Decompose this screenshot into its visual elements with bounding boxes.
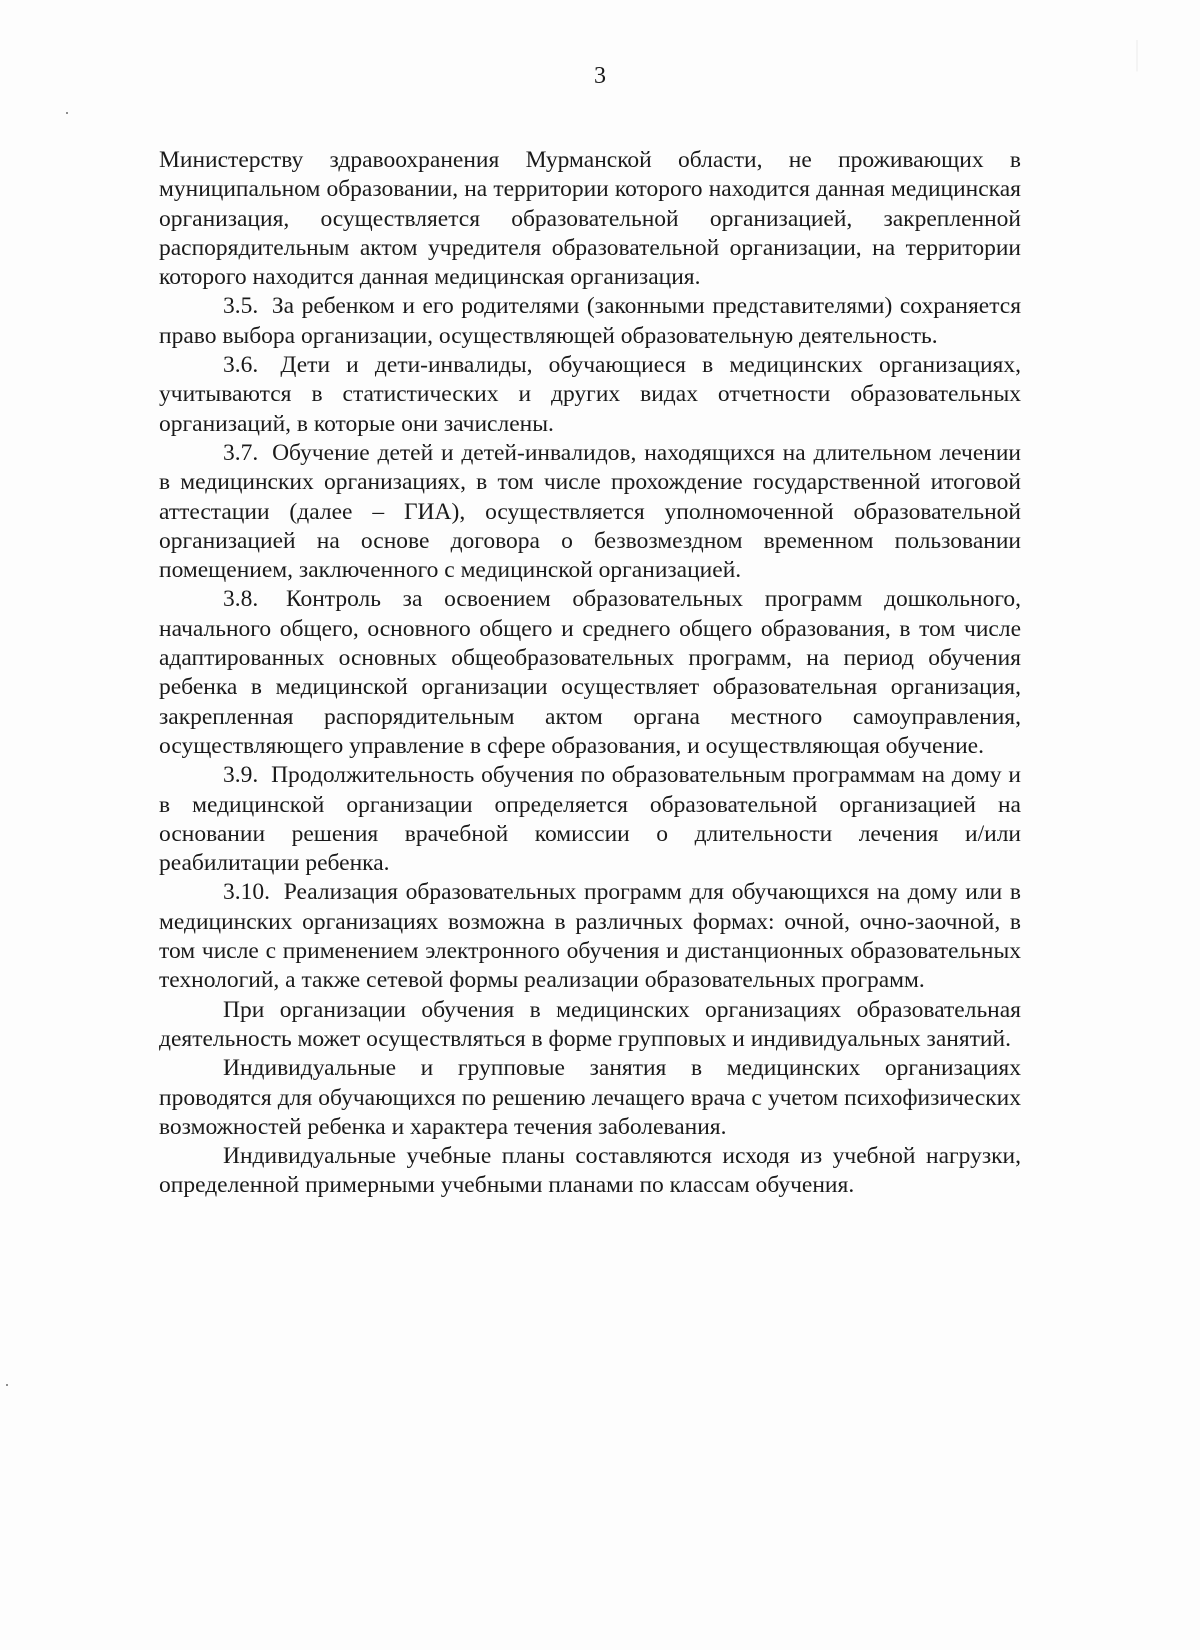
paragraph-3-8 bbox=[159, 585, 1021, 761]
page-number: 3 bbox=[594, 63, 606, 89]
scan-edge-marks bbox=[1136, 40, 1138, 1620]
paragraph-text: За ребенком и его родителями (законными представителями) сохраняется право выбора организации, осуществляющей образовательную деятельность. bbox=[159, 293, 1022, 349]
paragraph-text: Министерству здравоохранения Мурманской области, не проживающих в муниципальном образовании, на территории которого находится данная медицинская организация, осуществляется образовательной организацией, закрепленной распорядительным актом учредителя образовательной организации, на территории которого находится данная медицинская организация. bbox=[159, 147, 1021, 291]
paragraph-3-9 bbox=[159, 761, 1021, 878]
paragraph-number: 3.7. bbox=[223, 439, 259, 466]
paragraph-3-6 bbox=[159, 351, 1021, 439]
paragraph-number: 3.10. bbox=[223, 879, 270, 906]
paragraph-text: При организации обучения в медицинских организациях образовательная деятельность может осуществляться в форме групповых и индивидуальных занятий. bbox=[159, 996, 1021, 1052]
paragraph-text: Реализация образовательных программ для обучающихся на дому или в медицинских организациях возможна в различных формах: очной, очно-заочной, в том числе с применением электронного обучения и дистанционных образовательных технологий, а также сетевой формы реализации образовательных программ. bbox=[159, 879, 1022, 994]
paragraph-number: 3.6. bbox=[223, 352, 259, 379]
paragraph-text: Обучение детей и детей-инвалидов, находящихся на длительном лечении в медицинских организациях, в том числе прохождение государственной итоговой аттестации (далее – ГИА), осуществляется уполномоченной образовательной организацией на основе договора о безвозмездном временном пользовании помещением, заключенного с медицинской организацией. bbox=[159, 439, 1022, 584]
paragraph-text: Индивидуальные учебные планы составляются исходя из учебной нагрузки, определенной примерными учебными планами по классам обучения. bbox=[159, 1143, 1021, 1199]
scan-speck bbox=[6, 1384, 8, 1386]
document-body bbox=[159, 146, 1021, 1201]
paragraph-group-lessons bbox=[159, 996, 1021, 1055]
paragraph-3-7 bbox=[159, 439, 1021, 585]
paragraph-study-plans bbox=[159, 1142, 1021, 1201]
paragraph-number: 3.9. bbox=[223, 762, 259, 789]
paragraph-text: Продолжительность обучения по образовательным программам на дому и в медицинской организации определяется образовательной организацией на основании решения врачебной комиссии о длительности лечения и/или реабилитации ребенка. bbox=[159, 762, 1021, 877]
paragraph-text: Дети и дети-инвалиды, обучающиеся в медицинских организациях, учитываются в статистических и других видах отчетности образовательных организаций, в которые они зачислены. bbox=[159, 352, 1021, 437]
paragraph-number: 3.5. bbox=[223, 293, 259, 320]
paragraph-text: Индивидуальные и групповые занятия в медицинских организациях проводятся для обучающихся по решению лечащего врача с учетом психофизических возможностей ребенка и характера течения заболевания. bbox=[159, 1055, 1021, 1140]
paragraph-continuation bbox=[159, 146, 1021, 292]
paragraph-number: 3.8. bbox=[223, 586, 259, 613]
paragraph-3-5 bbox=[159, 292, 1021, 351]
paragraph-individual-lessons bbox=[159, 1054, 1021, 1142]
scan-speck bbox=[66, 112, 68, 114]
paragraph-text: Контроль за освоением образовательных программ дошкольного, начального общего, основного общего и среднего общего образования, в том числе адаптированных основных общеобразовательных программ, на период обучения ребенка в медицинской организации осуществляет образовательная организация, закрепленная распорядительным актом органа местного самоуправления, осуществляющего управление в сфере образования, и осуществляющая обучение. bbox=[159, 586, 1022, 759]
paragraph-3-10 bbox=[159, 878, 1021, 995]
